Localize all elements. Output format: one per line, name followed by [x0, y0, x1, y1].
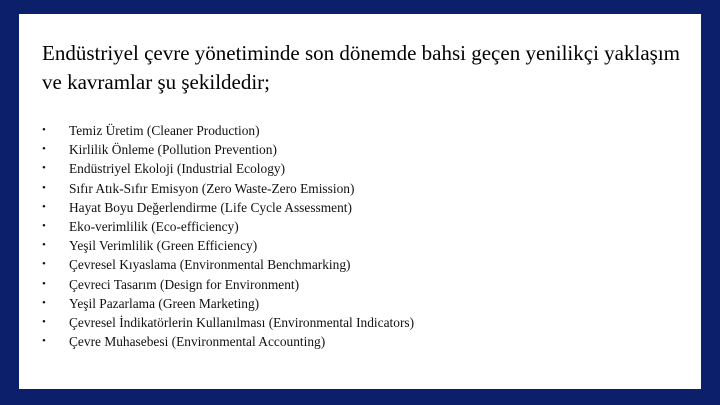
slide-title: Endüstriyel çevre yönetiminde son dönemde bahsi geçen yenilikçi yaklaşım ve kavramlar şu şekildedir;: [42, 41, 680, 94]
bullet-icon: •: [42, 124, 46, 136]
list-item: [42, 255, 414, 274]
bullet-icon: •: [42, 181, 46, 194]
bullet-icon: •: [42, 239, 46, 252]
bullet-icon: •: [42, 219, 46, 232]
list-item-text: Kirlilik Önleme (Pollution Prevention): [69, 142, 277, 158]
list-item: [42, 313, 414, 332]
list-item-text: Çevreci Tasarım (Design for Environment): [69, 276, 300, 292]
bullet-list: [42, 121, 414, 351]
list-item-text: Endüstriyel Ekoloji (Industrial Ecology): [69, 161, 286, 177]
bullet-icon: •: [42, 143, 46, 156]
list-item: [42, 140, 414, 159]
bullet-icon: •: [42, 296, 46, 309]
bullet-icon: •: [42, 315, 46, 328]
list-item-text: Çevresel Kıyaslama (Environmental Benchmarking): [69, 257, 351, 273]
bullet-icon: •: [42, 258, 46, 271]
list-item: [42, 159, 414, 178]
list-item-text: Sıfır Atık-Sıfır Emisyon (Zero Waste-Zero Emission): [69, 180, 355, 196]
bullet-icon: •: [42, 277, 46, 290]
list-item: [42, 121, 414, 140]
slide: [19, 14, 701, 389]
list-item-text: Yeşil Verimlilik (Green Efficiency): [69, 238, 258, 254]
list-item: [42, 332, 414, 351]
list-item-text: Temiz Üretim (Cleaner Production): [69, 123, 260, 138]
bullet-icon: •: [42, 162, 46, 175]
list-item: [42, 294, 414, 313]
list-item: [42, 217, 414, 236]
list-item: [42, 198, 414, 217]
bullet-icon: •: [42, 335, 46, 348]
list-item: [42, 236, 414, 255]
list-item: [42, 179, 414, 198]
list-item: [42, 275, 414, 294]
list-item-text: Yeşil Pazarlama (Green Marketing): [69, 295, 260, 311]
list-item-text: Çevre Muhasebesi (Environmental Accounting): [69, 334, 326, 350]
list-item-text: Hayat Boyu Değerlendirme (Life Cycle Assessment): [69, 199, 352, 215]
bullet-icon: •: [42, 200, 46, 213]
list-item-text: Çevresel İndikatörlerin Kullanılması (Environmental Indicators): [69, 314, 415, 330]
list-item-text: Eko-verimlilik (Eco-efficiency): [69, 218, 239, 234]
